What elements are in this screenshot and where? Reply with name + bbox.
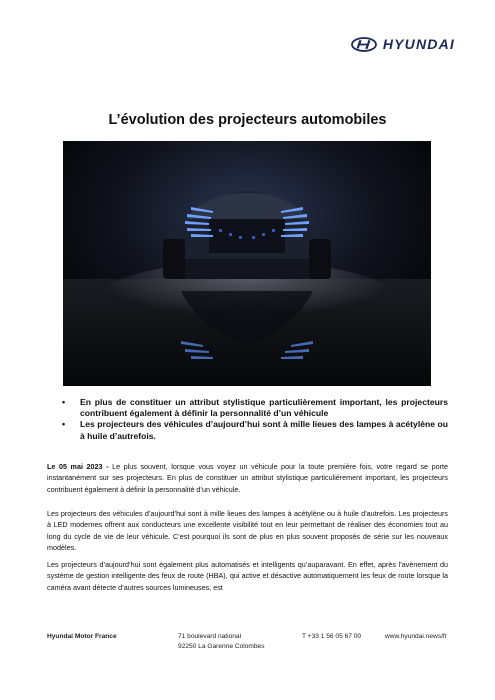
footer-website-link[interactable]: www.hyundai.news/fr <box>385 633 447 640</box>
paragraph-text: Le plus souvent, lorsque vous voyez un véhicule pour la toute première fois, votre regard se porte instantanément sur ses projecteurs. En plus de constituer un attribut stylistique particulièrement important, les projecteurs contribuent également à définir la personnalité d’un véhicule. <box>47 462 449 494</box>
key-point: • En plus de constituer un attribut stylistique particulièrement important, les projecteurs contribuent également à définir la personnalité d’un véhicule <box>62 397 448 419</box>
footer-company: Hyundai Motor France <box>47 633 117 640</box>
body-paragraph: Les projecteurs d’aujourd’hui sont également plus automatisés et intelligents qu’auparavant. En effet, après l’avènement du système de gestion intelligente des feux de route (HBA), qui active et désactive automatiquement les feux de route lorsque la caméra avant détecte d’autres sources lumineuses, est <box>47 560 448 592</box>
hyundai-logo <box>351 36 455 52</box>
hyundai-emblem-icon <box>351 37 377 52</box>
footer-phone: T +33 1 56 05 67 00 <box>302 633 362 640</box>
body-paragraph: Les projecteurs des véhicules d’aujourd’hui sont à mille lieues des lampes à acétylène ou à huile d’autrefois. Les projecteurs à LED modernes offrent aux conducteurs une excellente visibilité tout en leur permettant de réaliser des économies tout au long du cycle de vie de leur véhicule. C’est pourquoi ils sont de plus en plus souvent proposés de série sur les nouveaux modèles. <box>47 509 448 553</box>
hero-image <box>63 141 431 386</box>
brand-wordmark: HYUNDAI <box>382 36 455 52</box>
footer-address <box>178 632 265 651</box>
footer-address-line: 92250 La Garenne Colombes <box>178 642 265 650</box>
key-points-list <box>62 397 448 442</box>
footer-address-line: 71 boulevard national <box>178 633 242 640</box>
page-title: L’évolution des projecteurs automobiles <box>108 112 387 128</box>
dateline: Le 05 mai 2023 - <box>47 462 109 471</box>
body-paragraph <box>47 461 448 495</box>
key-point: • Les projecteurs des véhicules d’aujourd’hui sont à mille lieues des lampes à acétylène ou à huile d’autrefois. <box>62 419 448 441</box>
